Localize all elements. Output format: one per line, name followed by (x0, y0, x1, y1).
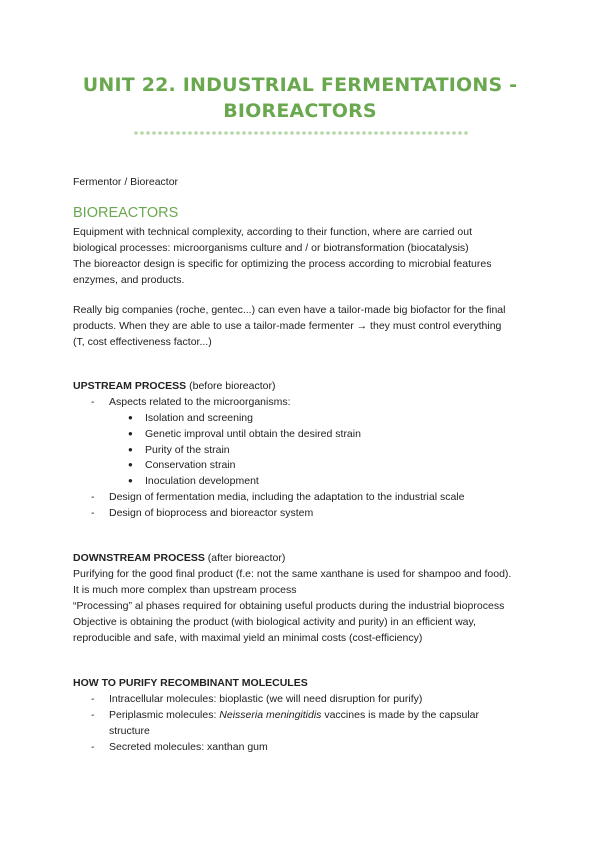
bullet-marker: ● (128, 476, 133, 485)
downstream-line: reproducible and safe, with maximal yield an minimal costs (cost-efficiency) (73, 632, 423, 644)
downstream-heading-bold: DOWNSTREAM PROCESS (73, 552, 205, 564)
dotted-divider (133, 130, 469, 136)
purify-item: Intracellular molecules: bioplastic (we will need disruption for purify) (109, 693, 423, 705)
downstream-line: Objective is obtaining the product (with biological activity and purity) in an efficient way, (73, 616, 476, 628)
bioreactors-line: (T, cost effectiveness factor...) (73, 336, 212, 348)
bioreactors-line: Really big companies (roche, gentec...) can even have a tailor-made big biofactor for the final (73, 304, 506, 316)
upstream-subitem: Genetic improval until obtain the desired strain (145, 428, 361, 440)
upstream-subitem: Conservation strain (145, 459, 236, 471)
title-line-1: UNIT 22. INDUSTRIAL FERMENTATIONS - (82, 74, 518, 96)
bioreactors-heading: BIOREACTORS (73, 205, 179, 221)
bullet-marker: ● (128, 429, 133, 438)
species-name: Neisseria meningitidis (219, 709, 322, 721)
downstream-line: “Processing” al phases required for obtaining useful products during the industrial bioprocess (73, 600, 505, 612)
downstream-line: It is much more complex than upstream process (73, 584, 297, 596)
bioreactors-line: Equipment with technical complexity, according to their function, where are carried out (73, 226, 473, 238)
downstream-heading (73, 550, 285, 566)
purify-heading (73, 675, 308, 691)
purify-heading-bold: HOW TO PURIFY RECOMBINANT MOLECULES (73, 677, 308, 689)
bullet-marker: ● (128, 445, 133, 454)
downstream-heading-rest: (after bioreactor) (204, 552, 286, 564)
bullet-marker: ● (128, 460, 133, 469)
purify-item-continuation: structure (109, 725, 150, 737)
dash-marker: - (91, 491, 95, 503)
upstream-item: Aspects related to the microorganisms: (109, 396, 291, 408)
upstream-item: Design of fermentation media, including the adaptation to the industrial scale (109, 491, 465, 503)
downstream-line: Purifying for the good final product (f.e: not the same xanthane is used for shampoo and food). (73, 568, 512, 580)
purify-item2-pre: Periplasmic molecules: (109, 709, 220, 721)
dash-marker: - (91, 741, 95, 753)
purify-item: Secreted molecules: xanthan gum (109, 741, 268, 753)
document-title (40, 72, 560, 124)
upstream-subitem: Isolation and screening (145, 412, 253, 424)
bioreactors-line: The bioreactor design is specific for optimizing the process according to microbial features (73, 258, 492, 270)
dash-marker: - (91, 507, 95, 519)
bioreactors-line: products. When they are able to use a tailor-made fermenter → they must control everything (73, 320, 502, 332)
bioreactors-line: biological processes: microorganisms culture and / or biotransformation (biocatalysis) (73, 242, 469, 254)
bullet-marker: ● (128, 413, 133, 422)
upstream-heading-bold: UPSTREAM PROCESS (73, 380, 187, 392)
dash-marker: - (91, 693, 95, 705)
title-line-2: BIOREACTORS (223, 100, 377, 122)
upstream-heading (73, 378, 275, 394)
subtitle: Fermentor / Bioreactor (73, 176, 179, 188)
purify-item (109, 707, 479, 723)
upstream-subitem: Purity of the strain (145, 444, 230, 456)
bioreactors-line: enzymes, and products. (73, 274, 185, 286)
purify-item2-post: vaccines is made by the capsular (321, 709, 479, 721)
upstream-heading-rest: (before bioreactor) (186, 380, 276, 392)
upstream-item: Design of bioprocess and bioreactor system (109, 507, 314, 519)
dash-marker: - (91, 709, 95, 721)
upstream-subitem: Inoculation development (145, 475, 259, 487)
dash-marker: - (91, 396, 95, 408)
